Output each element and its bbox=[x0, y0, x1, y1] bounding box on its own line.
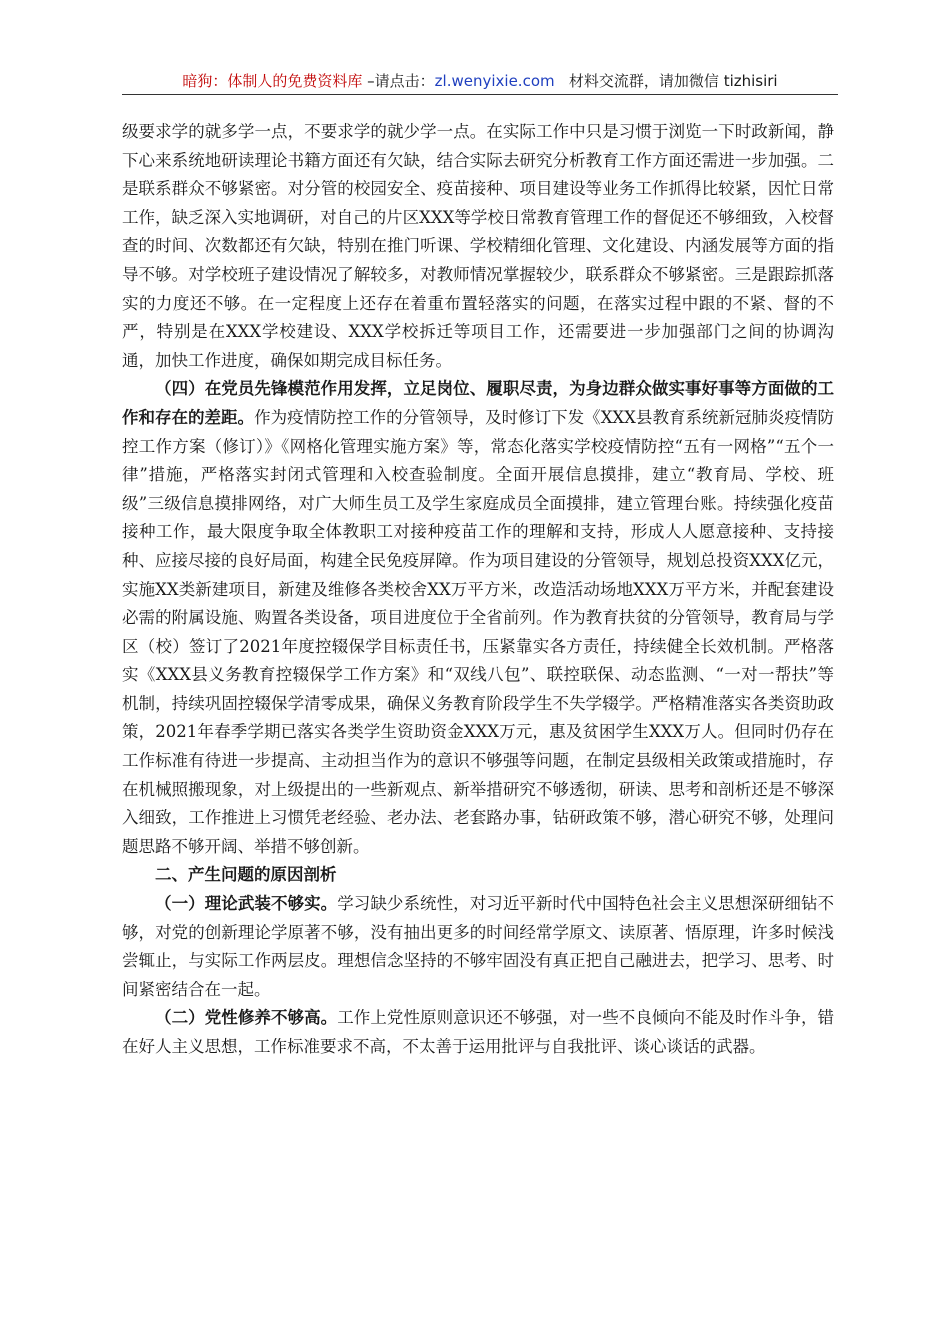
paragraph-continuation bbox=[122, 118, 834, 375]
paragraph-text: 学习缺少系统性，对习近平新时代中国特色社会主义思想深研细钻不够，对党的创新理论学原著不够，没有抽出更多的时间经常学原文、读原著、悟原理，许多时候浅尝辄止，与实际工作两层皮。理想信念坚持的不够牢固没有真正把自己融进去，把学习、思考、时间紧密结合在一起。 bbox=[122, 894, 834, 999]
document-body bbox=[122, 118, 834, 1062]
header-click-prefix: –请点击： bbox=[362, 72, 435, 90]
section-heading: （四）在党员先锋模范作用发挥，立足岗位、履职尽责，为身边群众做实事好事等方面做的工作和存在的差距。 bbox=[122, 379, 834, 427]
header-source-name: 暗狗：体制人的免费资料库 bbox=[182, 72, 363, 90]
paragraph-section-4 bbox=[122, 375, 834, 861]
paragraph-subsection-2 bbox=[122, 1004, 834, 1061]
section-heading: （二）党性修养不够高。 bbox=[155, 1008, 338, 1028]
header-url-link[interactable]: zl.wenyixie.com bbox=[434, 72, 555, 90]
paragraph-text: 作为疫情防控工作的分管领导，及时修订下发《XXX县教育系统新冠肺炎疫情防控工作方案（修订）》《网格化管理实施方案》等，常态化落实学校疫情防控“五有一网格”“五个一律”措施，严格落实封闭式管理和入校查验制度。全面开展信息摸排，建立“教育局、学校、班级”三级信息摸排网络，对广大师生员工及学生家庭成员全面摸排，建立管理台账。持续强化疫苗接种工作，最大限度争取全体教职工对接种疫苗工作的理解和支持，形成人人愿意接种、支持接种、应接尽接的良好局面，构建全民免疫屏障。作为项目建设的分管领导，规划总投资XXX亿元，实施XX类新建项目，新建及维修各类校舍XX万平方米，改造活动场地XXX万平方米，并配套建设必需的附属设施、购置各类设备，项目进度位于全省前列。作为教育扶贫的分管领导，教育局与学区（校）签订了2021年度控辍保学目标责任书，压紧靠实各方责任，持续健全长效机制。严格落实《XXX县义务教育控辍保学工作方案》和“双线八包”、联控联保、动态监测、“一对一帮扶”等机制，持续巩固控辍保学清零成果，确保义务教育阶段学生不失学辍学。严格精准落实各类资助政策，2021年春季学期已落实各类学生资助资金XXX万元，惠及贫困学生XXX万人。但同时仍存在工作标准有待进一步提高、主动担当作为的意识不够强等问题，在制定县级相关政策或措施时，存在机械照搬现象，对上级提出的一些新观点、新举措研究不够透彻，研读、思考和剖析还是不够深入细致，工作推进上习惯凭老经验、老办法、老套路办事，钻研政策不够，潜心研究不够，处理问题思路不够开阔、举措不够创新。 bbox=[122, 407, 835, 856]
section-heading: 二、产生问题的原因剖析 bbox=[155, 865, 337, 885]
header-contact: 材料交流群，请加微信 tizhisiri bbox=[568, 72, 778, 90]
heading-cause-analysis bbox=[122, 861, 834, 890]
paragraph-text: 级要求学的就多学一点，不要求学的就少学一点。在实际工作中只是习惯于浏览一下时政新闻，静下心来系统地研读理论书籍方面还有欠缺，结合实际去研究分析教育工作方面还需进一步加强。二是联系群众不够紧密。对分管的校园安全、疫苗接种、项目建设等业务工作抓得比较紧，因忙日常工作，缺乏深入实地调研，对自己的片区XXX等学校日常教育管理工作的督促还不够细致，入校督查的时间、次数都还有欠缺，特别在推门听课、学校精细化管理、文化建设、内涵发展等方面的指导不够。对学校班子建设情况了解较多，对教师情况掌握较少，联系群众不够紧密。三是跟踪抓落实的力度还不够。在一定程度上还存在着重布置轻落实的问题，在落实过程中跟的不紧、督的不严，特别是在XXX学校建设、XXX学校拆迁等项目工作，还需要进一步加强部门之间的协调沟通，加快工作进度，确保如期完成目标任务。 bbox=[122, 122, 834, 370]
section-heading: （一）理论武装不够实。 bbox=[155, 894, 338, 914]
paragraph-subsection-1 bbox=[122, 890, 834, 1004]
page-header bbox=[122, 68, 838, 95]
paragraph-text: 工作上党性原则意识还不够强，对一些不良倾向不能及时作斗争，错在好人主义思想，工作标准要求不高，不太善于运用批评与自我批评、谈心谈话的武器。 bbox=[122, 1008, 834, 1056]
